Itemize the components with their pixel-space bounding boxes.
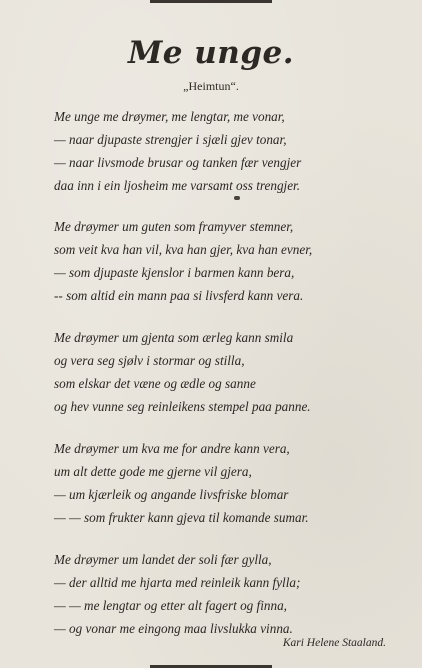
stanza-line: — um kjærleik og angande livsfriske blomar <box>54 487 289 502</box>
top-rule <box>150 0 272 3</box>
stanza-line: som elskar det væne og ædle og sanne <box>54 376 256 391</box>
stanza-line: Me unge me drøymer, me lengtar, me vonar, <box>54 109 285 124</box>
stanza-line: — som djupaste kjenslor i barmen kann bera, <box>54 265 295 280</box>
stanza-line: og vera seg sjølv i stormar og stilla, <box>54 353 245 368</box>
stanza-line: -- som altid ein mann paa si livsferd kann vera. <box>54 288 304 303</box>
stanza-line: — og vonar me eingong maa livslukka vinna. <box>54 621 293 636</box>
stanza-line: — der alltid me hjarta med reinleik kann fylla; <box>54 575 301 590</box>
stanza-line: — naar djupaste strengjer i sjæli gjev tonar, <box>54 132 287 147</box>
stanza-line: daa inn i ein ljosheim me varsamt oss trengjer. <box>54 178 301 193</box>
stanza-4 <box>54 437 422 529</box>
stanza-line: Me drøymer um landet der soli fær gylla, <box>54 552 272 567</box>
stanza-line: Me drøymer um guten som framyver stemner, <box>54 219 294 234</box>
stanza-2 <box>54 215 422 307</box>
poem-title: Me unge. <box>127 35 295 71</box>
stanza-3 <box>54 326 422 418</box>
stanza-line: Me drøymer um kva me for andre kann vera, <box>54 441 290 456</box>
poem-subtitle: „Heimtun“. <box>183 79 239 93</box>
poem-author: Kari Helene Staaland. <box>282 637 386 649</box>
stanza-5 <box>54 548 422 640</box>
stanza-line: og hev vunne seg reinleikens stempel paa panne. <box>54 399 311 414</box>
stanza-1 <box>54 105 422 197</box>
stanza-line: Me drøymer um gjenta som ærleg kann smila <box>54 330 294 345</box>
stanza-line: um alt dette gode me gjerne vil gjera, <box>54 464 252 479</box>
ink-mark <box>234 196 240 200</box>
stanza-line: som veit kva han vil, kva han gjer, kva han evner, <box>54 242 313 257</box>
stanza-line: — naar livsmode brusar og tanken fær vengjer <box>54 155 302 170</box>
stanza-line: — — me lengtar og etter alt fagert og finna, <box>54 598 287 613</box>
stanza-line: — — som frukter kann gjeva til komande sumar. <box>54 510 309 525</box>
